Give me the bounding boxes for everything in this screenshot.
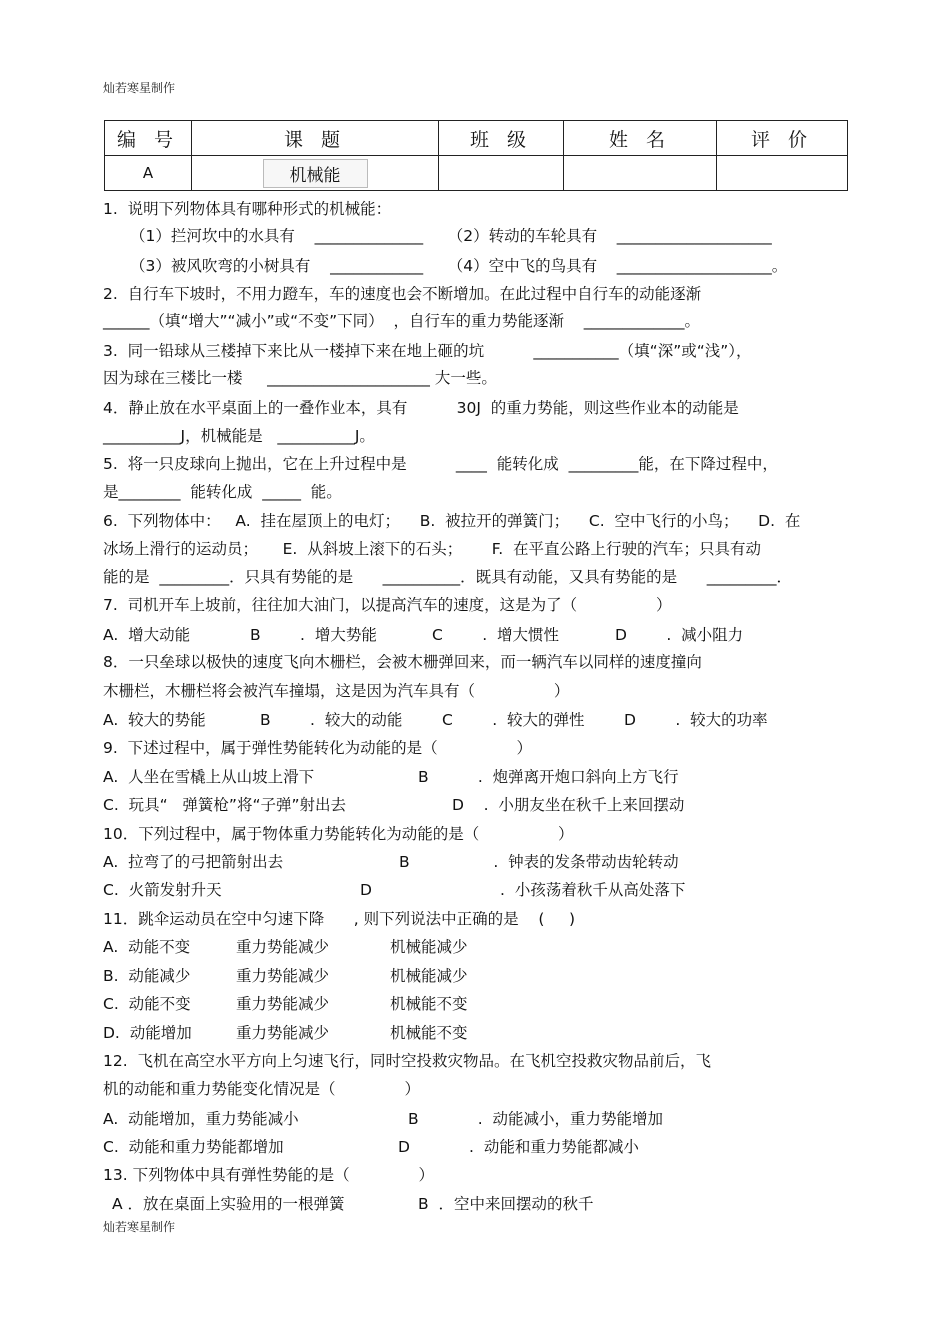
q13-stem: 13. 下列物体中具有弹性势能的是（ ） (103, 1166, 435, 1184)
q4-line2: __________J，机械能是 __________J。 (103, 427, 375, 445)
q11-b-kinetic: B. 动能减少 (103, 967, 191, 985)
cell-class (439, 156, 564, 191)
q11-a-kinetic: A. 动能不变 (103, 938, 191, 956)
q11-a-potential: 重力势能减少 (236, 938, 330, 956)
q12-option-b: B . 动能减小，重力势能增加 (408, 1110, 664, 1128)
q12-option-a: A. 动能增加，重力势能减小 (103, 1110, 299, 1128)
q13-option-a: A ．放在桌面上实验用的一根弹簧 (112, 1195, 345, 1213)
q11-d-mechanical: 机械能不变 (390, 1024, 468, 1042)
q11-a-mechanical: 机械能减少 (390, 938, 468, 956)
q11-d-kinetic: D. 动能增加 (103, 1024, 192, 1042)
q7-option-b: B . 增大势能 (250, 626, 377, 644)
q10-option-c: C. 火箭发射升天 (103, 881, 222, 899)
q6-line3: 能的是 _________．只具有势能的是 __________．既具有动能，又具有势能的是 _________． (103, 568, 792, 586)
q9-option-c: C. 玩具“ 弹簧枪”将“子弹”射出去 (103, 796, 347, 814)
q9-option-a: A. 人坐在雪橇上从山坡上滑下 (103, 768, 315, 786)
cell-grade (717, 156, 848, 191)
q9-option-d: D . 小朋友坐在秋千上来回摆动 (452, 796, 685, 814)
q8-line1: 8．一只垒球以极快的速度飞向木栅栏，会被木栅弹回来，而一辆汽车以同样的速度撞向 (103, 653, 702, 671)
q11-stem: 11．跳伞运动员在空中匀速下降 , 则下列说法中正确的是 ( ) (103, 910, 576, 928)
cell-name (564, 156, 717, 191)
header-class: 班 级 (439, 121, 564, 156)
q8-option-a: A. 较大的势能 (103, 711, 206, 729)
q7-option-d: D . 减小阻力 (615, 626, 744, 644)
q8-option-c: C . 较大的弹性 (442, 711, 585, 729)
q6-line1: 6. 下列物体中： A. 挂在屋顶上的电灯； B. 被拉开的弹簧门； C. 空中飞行的小鸟； D. 在 (103, 512, 801, 530)
header-grade: 评 价 (717, 121, 848, 156)
q10-option-b: B . 钟表的发条带动齿轮转动 (399, 853, 679, 871)
q1-stem: 1. 说明下列物体具有哪种形式的机械能： (103, 200, 392, 218)
q1-line2: （3）被风吹弯的小树具有 ____________ （4）空中飞的鸟具有 ____________________。 (130, 257, 788, 275)
q10-option-d: D . 小孩荡着秋千从高处落下 (360, 881, 686, 899)
q11-b-potential: 重力势能减少 (236, 967, 330, 985)
q12-line2: 机的动能和重力势能变化情况是（ ） (103, 1080, 420, 1098)
q6-line2: 冰场上滑行的运动员； E. 从斜坡上滚下的石头； F. 在平直公路上行驶的汽车；只具有动 (103, 540, 761, 558)
header-topic: 课 题 (192, 121, 439, 156)
topic-label: 机械能 (263, 159, 368, 188)
q7-stem: 7. 司机开车上坡前，往往加大油门，以提高汽车的速度，这是为了（ ） (103, 596, 672, 614)
q11-c-kinetic: C. 动能不变 (103, 995, 191, 1013)
q8-line2: 木栅栏，木栅栏将会被汽车撞塌，这是因为汽车具有（ ） (103, 682, 570, 700)
q10-stem: 10．下列过程中，属于物体重力势能转化为动能的是（ ） (103, 825, 574, 843)
header-number: 编 号 (105, 121, 192, 156)
q9-option-b: B . 炮弹离开炮口斜向上方飞行 (418, 768, 679, 786)
page-footer: 灿若寒星制作 (103, 1220, 176, 1234)
cell-number: A (105, 156, 192, 191)
q1-line1: （1）拦河坎中的水具有 ______________ （2）转动的车轮具有 ____________________ (130, 227, 772, 245)
q5-line2: 是________ 能转化成 _____ 能。 (103, 483, 342, 501)
q2-line2: ______（填“增大”“减小”或“不变”下同） ，自行车的重力势能逐渐 _____________。 (103, 312, 700, 330)
q11-c-mechanical: 机械能不变 (390, 995, 468, 1013)
cell-topic (192, 156, 439, 191)
q9-stem: 9. 下述过程中，属于弹性势能转化为动能的是（ ） (103, 739, 532, 757)
q5-line1: 5. 将一只皮球向上抛出，它在上升过程中是 ____ 能转化成 _________能，在下降过程中， (103, 455, 778, 473)
q2-line1: 2. 自行车下坡时，不用力蹬车，车的速度也会不断增加。在此过程中自行车的动能逐渐 (103, 285, 702, 303)
q3-line2: 因为球在三楼比一楼 _____________________ 大一些。 (103, 369, 497, 387)
info-table (104, 120, 848, 191)
q8-option-b: B . 较大的动能 (260, 711, 403, 729)
page-header: 灿若寒星制作 (103, 81, 176, 95)
q12-line1: 12. 飞机在高空水平方向上匀速飞行，同时空投救灾物品。在飞机空投救灾物品前后，飞 (103, 1052, 712, 1070)
q11-c-potential: 重力势能减少 (236, 995, 330, 1013)
q7-option-c: C . 增大惯性 (432, 626, 560, 644)
q8-option-d: D . 较大的功率 (624, 711, 768, 729)
q4-line1: 4．静止放在水平桌面上的一叠作业本，具有 30J 的重力势能，则这些作业本的动能是 (103, 399, 739, 417)
q11-d-potential: 重力势能减少 (236, 1024, 330, 1042)
q3-line1: 3. 同一铅球从三楼掉下来比从一楼掉下来在地上砸的坑 ___________（填“深”或“浅”）， (103, 342, 752, 360)
header-name: 姓 名 (564, 121, 717, 156)
q13-option-b: B ．空中来回摆动的秋千 (418, 1195, 594, 1213)
q12-option-c: C. 动能和重力势能都增加 (103, 1138, 284, 1156)
q7-option-a: A. 增大动能 (103, 626, 191, 644)
q12-option-d: D . 动能和重力势能都减小 (398, 1138, 639, 1156)
q10-option-a: A. 拉弯了的弓把箭射出去 (103, 853, 284, 871)
q11-b-mechanical: 机械能减少 (390, 967, 468, 985)
